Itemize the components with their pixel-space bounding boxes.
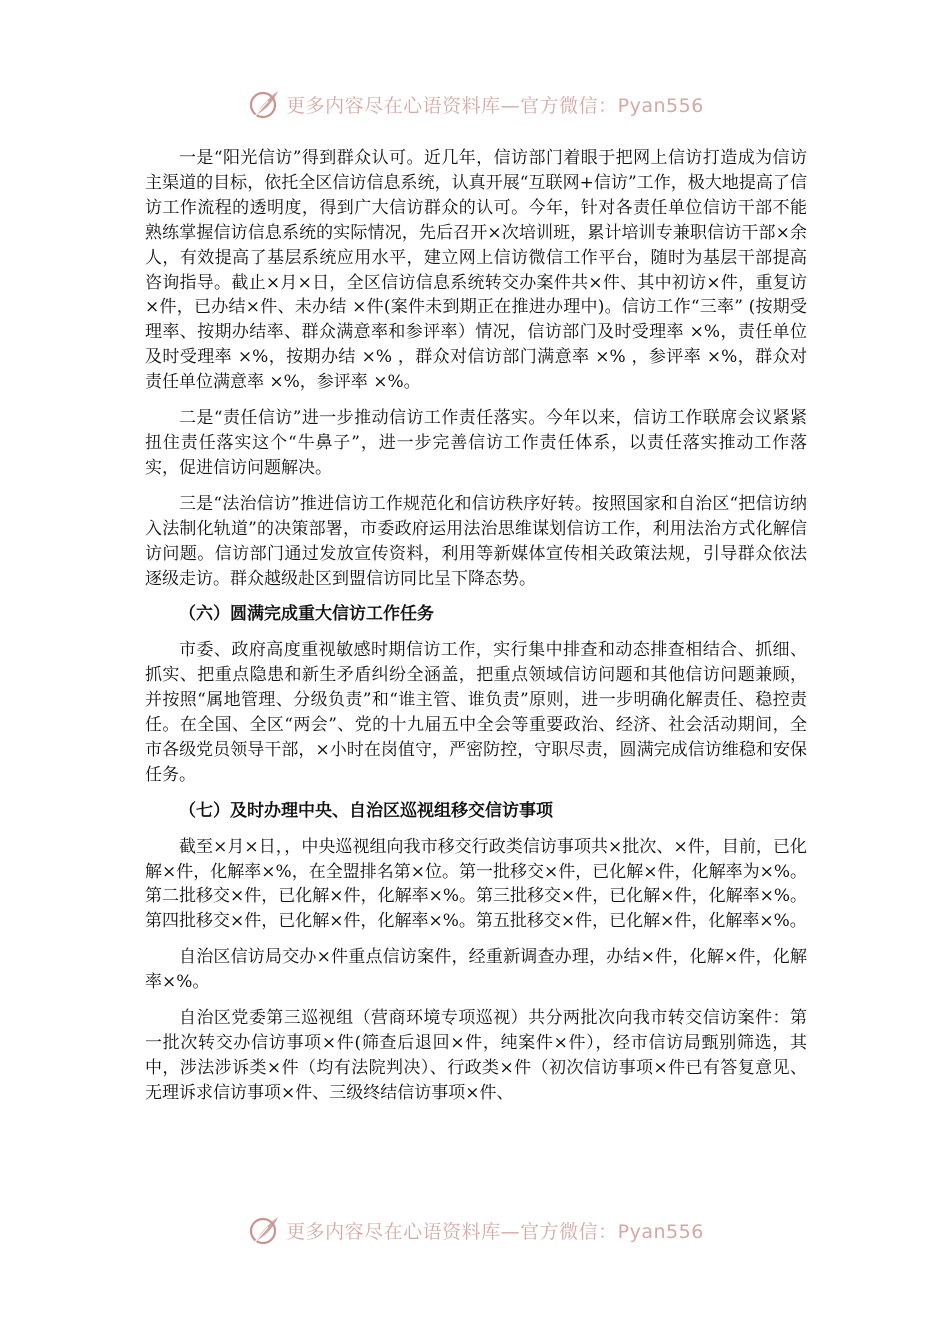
footer-banner bbox=[0, 1210, 950, 1250]
section-heading-6: （六）圆满完成重大信访工作任务 bbox=[179, 604, 434, 625]
paragraph-third-inspection-group: 自治区党委第三巡视组（营商环境专项巡视）共分两批次向我市转交信访案件：第一批次转交办信访事项×件(筛查后退回×件，纯案件×件），经市信访局甄别筛选，其中，涉法涉诉类×件（均有法院判决）、行政类×件（初次信访事项×件已有答复意见、无理诉求信访事项×件、三级终结信访事项×件、 bbox=[145, 1008, 807, 1103]
paragraph-central-inspection: 截至×月×日，，中央巡视组向我市移交行政类信访事项共×批次、×件，目前，已化解×件，化解率×%，在全盟排名第×位。第一批移交×件，已化解×件，化解率为×%。第二批移交×件，已化解×件，化解率×%。第三批移交×件，已化解×件，化解率×%。第四批移交×件，已化解×件，化解率×%。第五批移交×件，已化解×件，化解率×%。 bbox=[145, 836, 807, 932]
feather-pen-logo-icon bbox=[246, 86, 282, 122]
paragraph-major-tasks: 市委、政府高度重视敏感时期信访工作，实行集中排查和动态排查相结合、抓细、抓实、把重点隐患和新生矛盾纠纷全涵盖，把重点领域信访问题和其他信访问题兼顾，并按照“属地管理、分级负责”和“谁主管、谁负责”原则，进一步明确化解责任、稳控责任。在全国、全区“两会”、党的十九届五中全会等重要政治、经济、社会活动期间，全市各级党员领导干部，×小时在岗值守，严密防控，守职尽责，圆满完成信访维稳和安保任务。 bbox=[145, 640, 807, 785]
feather-pen-logo-icon bbox=[246, 1212, 282, 1248]
footer-banner-text: 更多内容尽在心语资料库—官方微信：Pyan556 bbox=[286, 1220, 704, 1243]
paragraph-region-bureau-cases: 自治区信访局交办×件重点信访案件，经重新调查办理，办结×件，化解×件，化解率×%。 bbox=[145, 947, 807, 993]
paragraph-responsibility-petition: 二是“责任信访”进一步推动信访工作责任落实。今年以来，信访工作联席会议紧紧扭住责任落实这个“牛鼻子”，进一步完善信访工作责任体系，以责任落实推动工作落实，促进信访问题解决。 bbox=[145, 408, 807, 478]
section-heading-7: （七）及时办理中央、自治区巡视组移交信访事项 bbox=[179, 800, 553, 821]
paragraph-sunshine-petition: 一是“阳光信访”得到群众认可。近几年，信访部门着眼于把网上信访打造成为信访主渠道的目标，依托全区信访信息系统，认真开展“互联网+信访”工作，极大地提高了信访工作流程的透明度，得到广大信访群众的认可。今年，针对各责任单位信访干部不能熟练掌握信访信息系统的实际情况，先后召开×次培训班，累计培训专兼职信访干部×余人，有效提高了基层系统应用水平，建立网上信访微信工作平台，随时为基层干部提高咨询指导。截止×月×日，全区信访信息系统转交办案件共×件、其中初访×件，重复访 ×件，已办结×件、未办结 ×件(案件未到期正在推进办理中)。信访工作“三率” (按期受理率、按期办结率、群众满意率和参评率）情况，信访部门及时受理率 ×%，责任单位及时受理率 ×%，按期办结 ×% ，群众对信访部门满意率 ×% ，参评率 ×%，群众对责任单位满意率 ×%，参评率 ×%。 bbox=[145, 148, 807, 393]
header-banner-text: 更多内容尽在心语资料库—官方微信：Pyan556 bbox=[286, 94, 704, 117]
paragraph-rule-of-law-petition: 三是“法治信访”推进信访工作规范化和信访秩序好转。按照国家和自治区“把信访纳入法制化轨道”的决策部署，市委政府运用法治思维谋划信访工作，利用法治方式化解信访问题。信访部门通过发放宣传资料，利用等新媒体宣传相关政策法规，引导群众依法逐级走访。群众越级赴区到盟信访同比呈下降态势。 bbox=[145, 493, 807, 589]
header-banner bbox=[0, 84, 950, 124]
document-body bbox=[145, 146, 807, 1117]
